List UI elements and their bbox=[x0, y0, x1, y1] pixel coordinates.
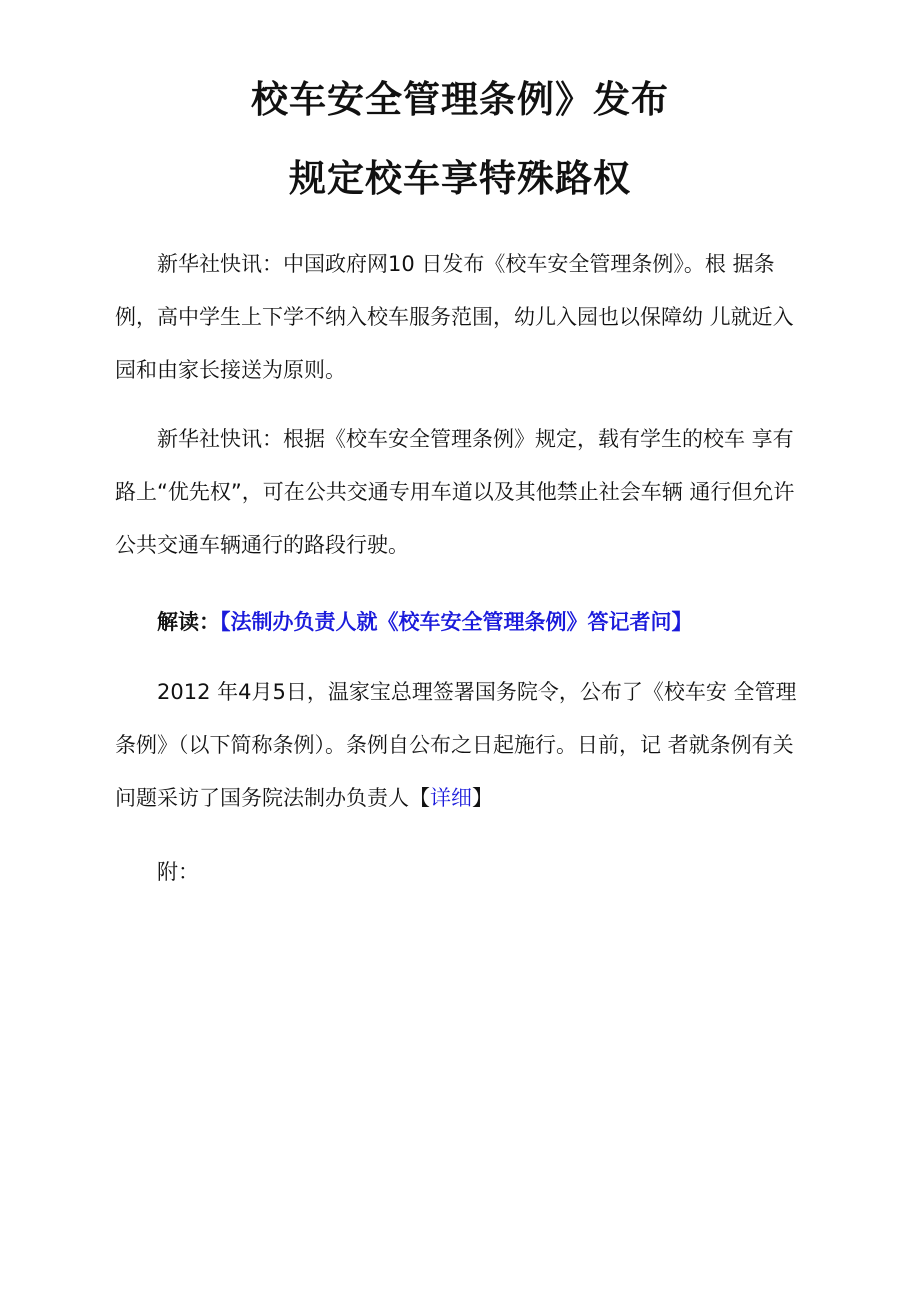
interpretation-line bbox=[115, 596, 810, 649]
interpretation-link[interactable]: 【法制办负责人就《校车安全管理条例》答记者问】 bbox=[220, 610, 693, 634]
title-line-1: 校车安全管理条例》发布 bbox=[251, 78, 669, 121]
decree-text: 2012 年4月5日，温家宝总理签署国务院令，公布了《校车安 全管理条例》（以下简称条例）。条例自公布之日起施行。日前，记 者就条例有关问题采访了国务院法制办负责人 bbox=[115, 680, 797, 810]
title-line-2: 规定校车享特殊路权 bbox=[289, 157, 631, 200]
attachment-label: 附： bbox=[157, 860, 199, 884]
detail-link[interactable]: 详细 bbox=[430, 786, 472, 810]
interpretation-label: 解读： bbox=[157, 610, 220, 634]
paragraph-news-1: 新华社快讯：中国政府网10 日发布《校车安全管理条例》。根 据条例，高中学生上下学不纳入校车服务范围，幼儿入园也以保障幼 儿就近入园和由家长接送为原则。 bbox=[115, 252, 794, 382]
paragraph-news-2: 新华社快讯：根据《校车安全管理条例》规定，载有学生的校车 享有路上“优先权”，可在公共交通专用车道以及其他禁止社会车辆 通行但允许公共交通车辆通行的路段行驶。 bbox=[115, 427, 795, 557]
paragraph-decree bbox=[115, 666, 810, 825]
detail-bracket-close: 】 bbox=[472, 786, 493, 810]
detail-bracket-open: 【 bbox=[409, 786, 430, 810]
